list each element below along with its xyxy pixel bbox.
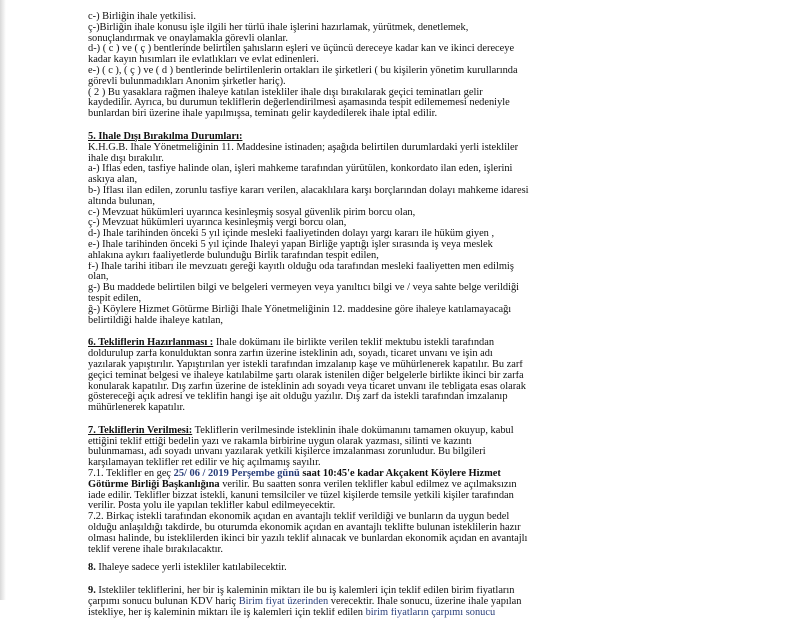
text-line <box>88 608 752 619</box>
text-line: ç-)Birliğin ihale konusu işle ilgili her türlü ihale işlerini hazırlamak, yürütmek, denetlemek, <box>88 22 469 33</box>
text-line: doldurulup zarfa konulduktan sonra zarfın üzerine isteklinin adı, soyadı, ticaret unvanı ve işin adı <box>88 349 493 360</box>
text-line: askıya alan, <box>88 175 138 186</box>
section-first-line <box>88 426 752 437</box>
text-line: altında bulunan, <box>88 196 155 207</box>
section-line <box>88 563 752 574</box>
text-line: a-) İflas eden, tasfiye halinde olan, işleri mahkeme tarafından yürütülen, konkordato ilan eden, işlerini <box>88 164 513 175</box>
text-line: bunlardan biri üzerine ihale yapılmışsa, teminatı gelir kaydedilerek ihale iptal edilir. <box>88 109 438 120</box>
text-fragment: 7.1. Teklifler en geç <box>88 469 174 480</box>
text-line: iade edilir. Teklifler bizzat istekli, kanuni temsilciler ve tüzel kişilerde temsile yetkili kişiler tarafından <box>88 490 514 501</box>
paragraph-7-1-first-line <box>88 469 752 480</box>
text-line: ( 2 ) Bu yasaklara rağmen ihaleye katılan istekliler ihale dışı bırakılarak geçici teminatları gelir <box>88 87 483 98</box>
text-line: sonuçlandırmak ve onaylamakla görevli olanlar. <box>88 33 288 44</box>
text-line: ğ-) Köylere Hizmet Götürme Birliği İhale Yönetmeliğinin 12. maddesine göre ihaleye katılamayacağı <box>88 304 512 315</box>
text-line: ahlakına aykırı faaliyetlerde bulunduğu Birlik tarafından tespit edilen, <box>88 250 379 261</box>
text-line: geçici teminat belgesi ve ihaleye katılabilme şartı olarak istenilen diğer belgelerle birlikte ikinci bir zarfa <box>88 370 524 381</box>
deadline-time: saat 10:45'e kadar Akçakent Köylere Hizmet <box>299 469 501 480</box>
text-line: kaydedilir. Ayrıca, bu durumun tekliflerin değerlendirilmesi aşamasında tespit edilememesi nedeniyle <box>88 98 510 109</box>
text-line: d-) İhale tarihinden önceki 5 yıl içinde mesleki faaliyetinden dolayı yargı kararı ile hüküm giyen , <box>88 229 495 240</box>
section-heading: 7. Tekliflerin Verilmesi: <box>88 425 193 436</box>
text-line: belirtildiği halde ihaleye katılan, <box>88 315 224 326</box>
deadline-date: 25/ 06 / 2019 Perşembe günü <box>173 469 300 480</box>
text-fragment: verilir. Bu saatten sonra verilen teklifler kabul edilmez ve açılmaksızın <box>219 479 517 490</box>
section-heading: 6. Tekliflerin Hazırlanması : <box>88 338 214 349</box>
text-line: karşılamayan teklifler ret edilir ve hiç açılmamış sayılır. <box>88 458 321 469</box>
text-line: b-) İflası ilan edilen, zorunlu tasfiye kararı verilen, alacaklılara karşı borçlarından dolayı mahkeme idaresi <box>88 185 529 196</box>
section-8 <box>88 563 752 574</box>
text-line: e-) İhale tarihinden önceki 5 yıl içinde İhaleyi yapan Birliğe yaptığı işler sırasında iş veya meslek <box>88 239 493 250</box>
text-fragment: İstekliler tekliflerini, her bir iş kaleminin miktarı ile bu iş kalemleri için teklif edilen birim fiyatların <box>95 586 515 597</box>
text-line: ç-) Mevzuat hükümleri uyarınca kesinleşmiş vergi borcu olan, <box>88 218 347 229</box>
text-line: 7.2. Birkaç istekli tarafından ekonomik açıdan en avantajlı teklif verildiği ve bunların da uygun bedel <box>88 512 510 523</box>
text-fragment: Tekliflerin verilmesinde isteklinin ihale dokümanını tamamen okuyup, kabul <box>192 425 514 436</box>
section-6 <box>88 338 752 414</box>
text-line <box>88 597 752 608</box>
text-line: e-) ( c ), ( ç ) ve ( d ) bentlerinde belirtilenlerin ortakları ile şirketleri ( bu kişilerin yönetim kurullarında <box>88 65 518 76</box>
section-9 <box>88 586 752 618</box>
text-line: bulunmaması, adı soyadı unvanı yazılarak yetkili kişilerce imzalanması zorunludur. Bu bilgileri <box>88 447 486 458</box>
paragraph-7-1-second-line <box>88 480 752 491</box>
text-line: f-) İhale tarihi itibarı ile mevzuatı gereği kayıtlı olduğu oda tarafından mesleki faaliyetten men edilmiş <box>88 261 514 272</box>
unit-price-phrase: Birim fiyat üzerinden <box>238 597 329 608</box>
text-fragment: istekliye, her iş kaleminin miktarı ile iş kalemleri için teklif edilen <box>88 607 366 618</box>
text-line: ihale dışı bırakılır. <box>88 153 164 164</box>
unit-price-product-phrase: birim fiyatların çarpımı sonucu <box>365 607 496 618</box>
text-fragment: verecektir. İhale sonucu, üzerine ihale yapılan <box>328 597 522 608</box>
text-line: görevli bulunmadıkları Anonim şirketler hariç). <box>88 76 286 87</box>
text-line: g-) Bu maddede belirtilen bilgi ve belgeleri vermeyen veya yanıltıcı bilgi ve / veya sahte belge verildiği <box>88 283 520 294</box>
text-line: ettiğini teklif ettiği bedelin yazı ve rakamla birbirine uygun olarak yazması, silinti ve kazıntı <box>88 436 472 447</box>
text-line: c-) Birliğin ihale yetkilisi. <box>88 12 196 22</box>
text-line: tespit edilen, <box>88 293 142 304</box>
section-first-line <box>88 338 752 349</box>
text-line: d-) ( c ) ve ( ç ) bentlerinde belirtilen şahısların eşleri ve üçüncü dereceye kadar kan ve ikinci dereceye <box>88 44 515 55</box>
text-line: mühürlenerek kapatılır. <box>88 403 185 414</box>
text-line: verilir. Posta yolu ile yapılan teklifler kabul edilmeyecektir. <box>88 501 336 512</box>
text-line: olması halinde, bu isteklilerden ikinci bir yazılı teklif alınacak ve bunlardan ekonomik açıdan en avantajlı <box>88 533 528 544</box>
text-line: teklif verene ihale bırakılacaktır. <box>88 544 224 555</box>
text-fragment: İhaleye sadece yerli istekliler katılabilecektir. <box>95 563 287 574</box>
text-line: olduğu anlaşıldığı takdirde, bu oturumda ekonomik açıdan en avantajlı teklifte bulunan isteklilerin hazır <box>88 523 521 534</box>
text-line: olan, <box>88 272 109 283</box>
text-line: göstereceği açık adresi ve teklifin hangi işe ait olduğu yazılır. Dış zarf da istekli tarafından imzalanıp <box>88 392 508 403</box>
section-heading: 5. İhale Dışı Bırakılma Durumları: <box>88 131 243 142</box>
section-number: 9. <box>88 586 96 597</box>
text-fragment: İhale dokümanı ile birlikte verilen teklif mektubu istekli tarafından <box>213 338 495 349</box>
section-5 <box>88 132 752 326</box>
section-7 <box>88 426 752 556</box>
text-line: c-) Mevzuat hükümleri uyarınca kesinleşmiş sosyal güvenlik pirim borcu olan, <box>88 207 416 218</box>
text-line: K.H.G.B. İhale Yönetmeliğinin 11. Maddesine istinaden; aşağıda belirtilen durumlardaki yerli istekliler <box>88 142 519 153</box>
section-number: 8. <box>88 563 96 574</box>
top-paragraph <box>88 12 752 120</box>
section-first-line <box>88 586 752 597</box>
text-line: konularak kapatılır. Dış zarfın üzerine de isteklinin adı soyadı veya ticaret unvanı ile tebligata esas olarak <box>88 381 526 392</box>
text-line: kadar kayın hısımları ile evlatlıkları ve evlat edinenleri. <box>88 55 319 66</box>
text-line: yazılarak yapıştırılır. Yapıştırılan yer istekli tarafından imzalanıp kaşe ve mühürlenerek kapatılır. Bu zarf <box>88 359 523 370</box>
text-fragment: çarpımı sonucu bulunan KDV hariç <box>88 597 239 608</box>
submission-office: Götürme Birliği Başkanlığına <box>88 479 220 490</box>
